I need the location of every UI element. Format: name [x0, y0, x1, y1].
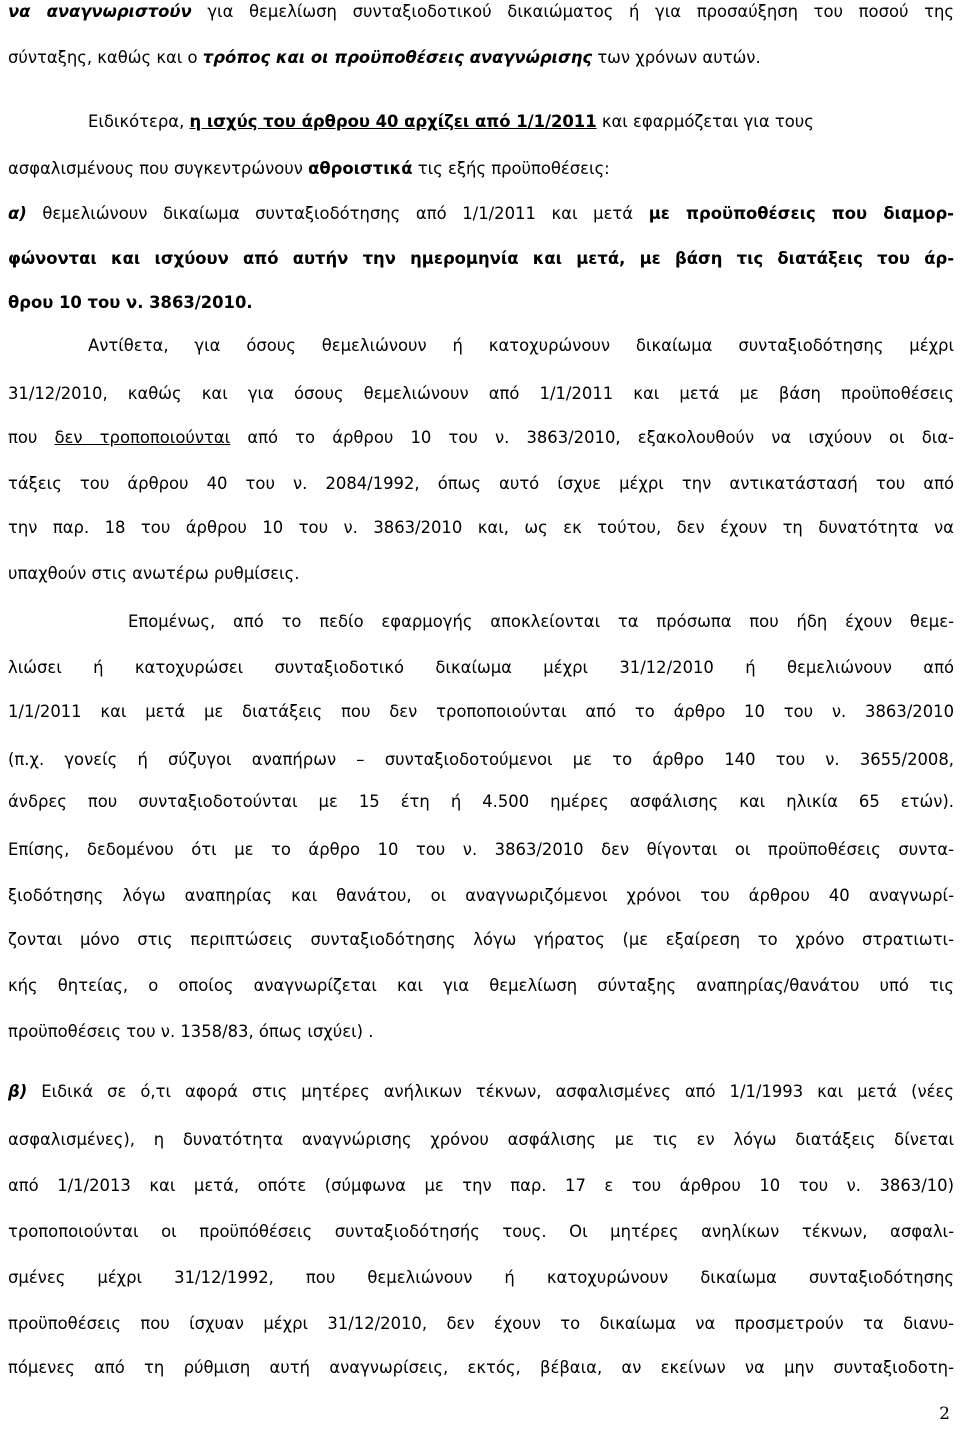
text-line	[8, 562, 960, 586]
text-line	[8, 1080, 954, 1104]
text-segment: προϋποθέσεις του ν. 1358/83, όπως ισχύει) .	[8, 1022, 374, 1041]
text-line	[8, 884, 954, 908]
text-segment: Επίσης, δεδομένου ότι με το άρθρο 10 του ν. 3863/2010 δεν θίγονται οι προϋποθέσεις συντα-	[8, 840, 954, 859]
text-line	[8, 1356, 954, 1380]
text-line	[8, 472, 954, 496]
text-segment: ασφαλισμένες), η δυνατότητα αναγνώρισης χρόνου ασφάλισης με τις εν λόγω διατάξεις δίνεται	[8, 1130, 954, 1149]
text-line	[88, 110, 954, 134]
text-line	[128, 610, 954, 634]
text-segment: την παρ. 18 του άρθρου 10 του ν. 3863/2010 και, ως εκ τούτου, δεν έχουν τη δυνατότητα να	[8, 518, 954, 537]
text-line	[8, 247, 954, 271]
text-segment: να αναγνωριστούν	[8, 2, 192, 21]
text-segment: Επομένως, από το πεδίο εφαρμογής αποκλείονται τα πρόσωπα που ήδη έχουν θεμε-	[128, 612, 954, 631]
text-segment: των χρόνων αυτών.	[592, 48, 761, 67]
text-line	[8, 202, 954, 226]
text-segment: η ισχύς του άρθρου 40 αρχίζει από 1/1/2011	[189, 112, 597, 131]
text-line	[8, 838, 954, 862]
text-line	[8, 426, 954, 450]
text-segment: και εφαρμόζεται για τους	[596, 112, 814, 131]
text-line	[8, 656, 954, 680]
text-line	[8, 1020, 960, 1044]
text-segment: θρου 10 του ν. 3863/2010.	[8, 293, 253, 312]
list-label: β)	[8, 1082, 28, 1101]
text-segment: που	[8, 428, 55, 447]
text-segment: άνδρες που συνταξιοδοτούνται με 15 έτη ή 4.500 ημέρες ασφάλισης και ηλικία 65 ετών).	[8, 792, 954, 811]
text-segment: 1/1/2011 και μετά με διατάξεις που δεν τροποποιούνται από το άρθρο 10 του ν. 3863/2010	[8, 702, 954, 721]
text-segment: δεν τροποποιούνται	[54, 428, 231, 447]
text-line	[8, 382, 954, 406]
page-number: 2	[939, 1404, 950, 1424]
text-segment: Ειδικότερα,	[88, 112, 190, 131]
text-line	[8, 928, 954, 952]
text-line	[8, 748, 954, 772]
text-line	[8, 46, 960, 70]
text-line	[88, 334, 954, 358]
text-segment: 31/12/2010, καθώς και για όσους θεμελιώνουν από 1/1/2011 και μετά με βάση προϋποθέσεις	[8, 384, 954, 403]
text-line	[8, 1128, 954, 1152]
text-segment: προϋποθέσεις που ίσχυαν μέχρι 31/12/2010, δεν έχουν το δικαίωμα να προσμετρούν τα διανυ-	[8, 1314, 954, 1333]
text-segment: σύνταξης, καθώς και ο	[8, 48, 203, 67]
text-segment: από 1/1/2013 και μετά, οπότε (σύμφωνα με την παρ. 17 ε του άρθρου 10 του ν. 3863/10)	[8, 1176, 954, 1195]
text-segment: υπαχθούν στις ανωτέρω ρυθμίσεις.	[8, 564, 300, 583]
text-segment: τροποποιούνται οι προϋπόθέσεις συνταξιοδότησής τους. Οι μητέρες ανηλίκων τέκνων, ασφαλι-	[8, 1222, 954, 1241]
text-segment: αθροιστικά	[308, 159, 413, 178]
text-line	[8, 1312, 954, 1336]
text-line	[8, 1220, 954, 1244]
text-segment: θεμελιώνουν δικαίωμα συνταξιοδότησης από 1/1/2011 και μετά	[26, 204, 649, 223]
text-segment: τις εξής προϋποθέσεις:	[412, 159, 610, 178]
text-segment: τρόπος και οι προϋποθέσεις αναγνώρισης	[202, 48, 593, 67]
text-segment: τάξεις του άρθρου 40 του ν. 2084/1992, όπως αυτό ίσχυε μέχρι την αντικατάστασή του από	[8, 474, 954, 493]
text-segment: φώνονται και ισχύουν από αυτήν την ημερομηνία και μετά, με βάση τις διατάξεις του άρ-	[8, 249, 954, 268]
text-segment: Αντίθετα, για όσους θεμελιώνουν ή κατοχυρώνουν δικαίωμα συνταξιοδότησης μέχρι	[88, 336, 954, 355]
text-segment: σμένες μέχρι 31/12/1992, που θεμελιώνουν ή κατοχυρώνουν δικαίωμα συνταξιοδότησης	[8, 1268, 954, 1287]
text-segment: από το άρθρου 10 του ν. 3863/2010, εξακολουθούν να ισχύουν οι δια-	[230, 428, 955, 447]
text-segment: ασφαλισμένους που συγκεντρώνουν	[8, 159, 309, 178]
text-segment: ξιοδότησης λόγω αναπηρίας και θανάτου, οι αναγνωριζόμενοι χρόνοι του άρθρου 40 αναγνωρί-	[8, 886, 954, 905]
text-segment: (π.χ. γονείς ή σύζυγοι αναπήρων – συνταξιοδοτούμενοι με το άρθρο 140 του ν. 3655/2008,	[8, 750, 954, 769]
text-line	[8, 157, 960, 181]
text-line	[8, 790, 954, 814]
text-line	[8, 291, 960, 315]
text-line	[8, 0, 954, 24]
text-segment: με προϋποθέσεις που διαμορ-	[648, 204, 954, 223]
text-line	[8, 516, 954, 540]
text-segment: ζονται μόνο στις περιπτώσεις συνταξιοδότησης λόγω γήρατος (με εξαίρεση το χρόνο στρατιωτι-	[8, 930, 954, 949]
text-line	[8, 1266, 954, 1290]
text-line	[8, 1174, 954, 1198]
list-label: α)	[8, 204, 27, 223]
text-segment: λιώσει ή κατοχυρώσει συνταξιοδοτικό δικαίωμα μέχρι 31/12/2010 ή θεμελιώνουν από	[8, 658, 954, 677]
text-segment: κής θητείας, ο οποίος αναγνωρίζεται και για θεμελίωση σύνταξης αναπηρίας/θανάτου υπό τις	[8, 976, 954, 995]
text-segment: Ειδικά σε ό,τι αφορά στις μητέρες ανήλικων τέκνων, ασφαλισμένες από 1/1/1993 και μετά (νέες	[27, 1082, 954, 1101]
text-line	[8, 974, 954, 998]
text-line	[8, 700, 954, 724]
text-segment: πόμενες από τη ρύθμιση αυτή αναγνωρίσεις, εκτός, βέβαια, αν εκείνων να μην συνταξιοδοτη-	[8, 1358, 954, 1377]
text-segment: για θεμελίωση συνταξιοδοτικού δικαιώματος ή για προσαύξηση του ποσού της	[191, 2, 954, 21]
